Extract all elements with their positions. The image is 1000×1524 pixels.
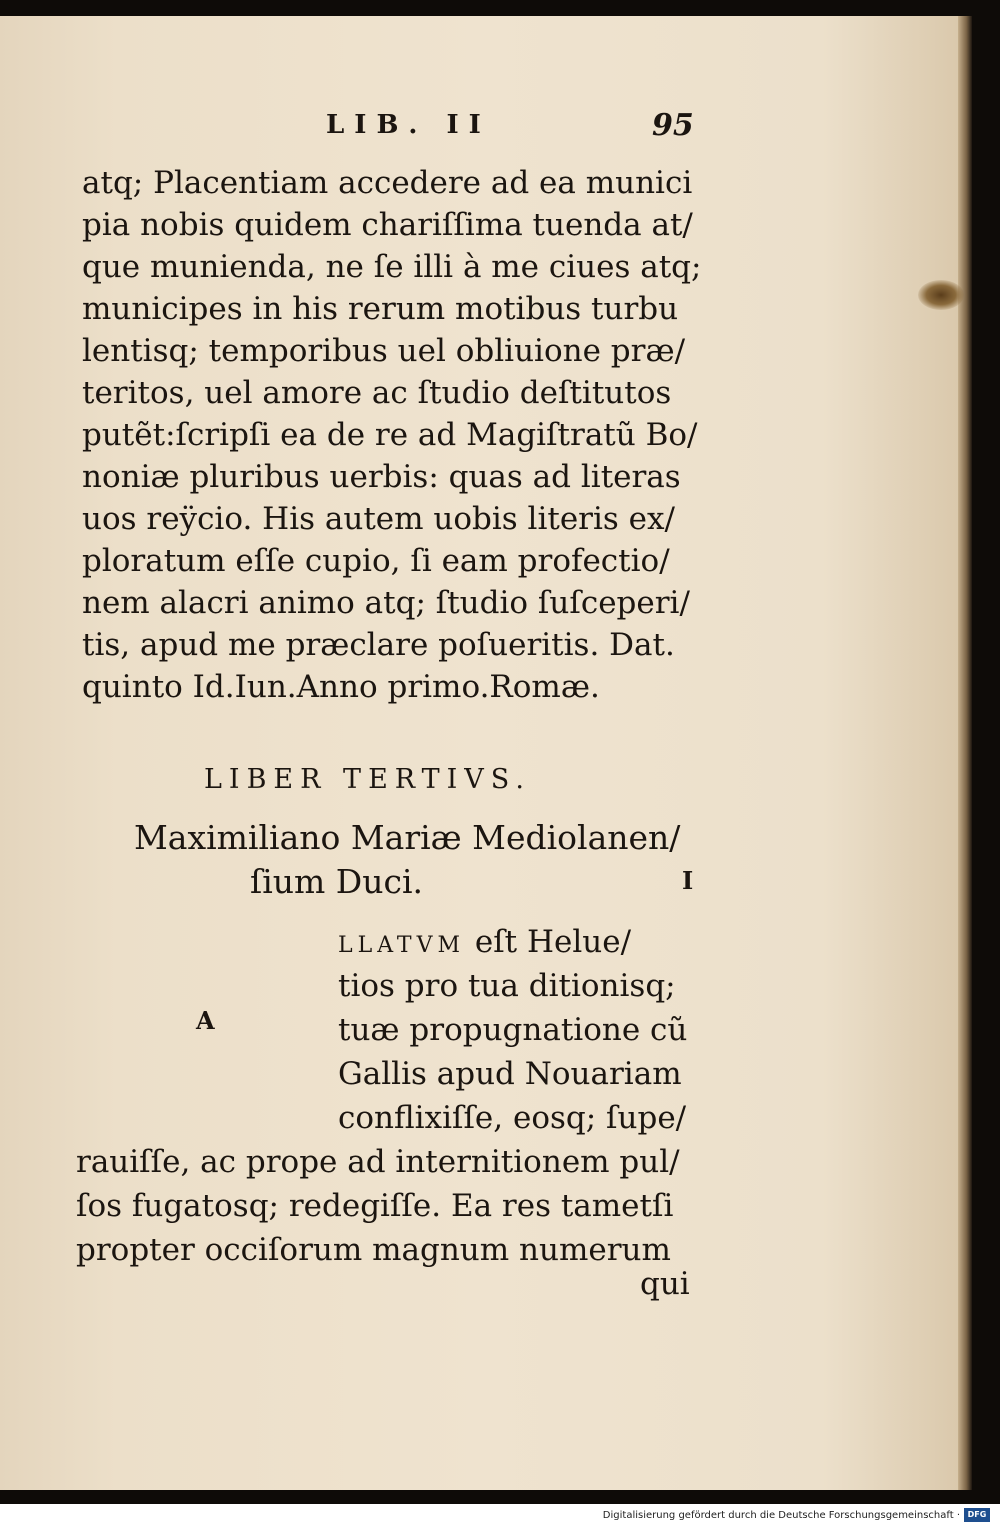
letter-closing-text: [82, 162, 702, 708]
text-line: propter occiſorum magnum numerum: [76, 1232, 671, 1268]
indented-opening: [338, 920, 702, 1140]
text-line: conflixiſſe, eosq; ſupe/: [338, 1100, 687, 1136]
digitization-credit: Digitalisierung gefördert durch die Deutsche Forschungsgemeinschaft ·: [602, 1510, 960, 1521]
text-line: lentisq; temporibus uel obliuione præ/: [82, 333, 686, 369]
text-line: tios pro tua ditionisq;: [338, 968, 676, 1004]
address-line-2: ſium Duci.: [250, 862, 424, 901]
text-line: [338, 920, 702, 964]
book-heading: LIBER TERTIVS.: [204, 764, 531, 795]
text-line: que munienda, ne ſe illi à me ciues atq;: [82, 249, 702, 285]
letter-number: I: [682, 866, 694, 895]
text-line: atq; Placentiam accedere ad ea munici: [82, 165, 693, 201]
paper-stain: [918, 280, 964, 310]
text-line: putẽt:ſcripſi ea de re ad Magiſtratũ Bo/: [82, 417, 698, 453]
page-edge-shadow: [958, 16, 972, 1490]
catchword: qui: [640, 1266, 690, 1302]
text-line: Gallis apud Nouariam: [338, 1056, 682, 1092]
text-line: noniæ pluribus uerbis: quas ad literas: [82, 459, 681, 495]
text-line: tuæ propugnatione cũ: [338, 1012, 688, 1048]
text-line: rauiſſe, ac prope ad internitionem pul/: [76, 1144, 680, 1180]
text-line: ploratum eſſe cupio, ſi eam profectio/: [82, 543, 670, 579]
text-line: ſos fugatosq; redegiſſe. Ea res tametſi: [76, 1188, 674, 1224]
address-line-1: Maximiliano Mariæ Mediolanen/: [134, 818, 681, 857]
text-line: tis, apud me præclare poſueritis. Dat.: [82, 627, 675, 663]
initial-guide-letter: A: [196, 1006, 215, 1035]
book-page: [0, 16, 968, 1490]
smallcaps-word: LLATVM: [338, 933, 465, 958]
letter-body-text: [76, 1140, 702, 1272]
text-line: nem alacri animo atq; ſtudio ſuſceperi/: [82, 585, 690, 621]
text-line: uos reÿcio. His autem uobis literis ex/: [82, 501, 675, 537]
letter-address: [134, 816, 702, 904]
running-head: [0, 110, 968, 150]
text-line: quinto Id.Iun.Anno primo.Romæ.: [82, 669, 600, 705]
line-rest: eſt Helue/: [465, 924, 632, 960]
dfg-logo-icon: DFG: [964, 1508, 990, 1522]
running-title: LIB. II: [326, 110, 491, 140]
text-line: pia nobis quidem chariſſima tuenda at/: [82, 207, 693, 243]
text-line: municipes in his rerum motibus turbu: [82, 291, 679, 327]
page-number: 95: [652, 108, 694, 143]
text-line: teritos, uel amore ac ſtudio deſtitutos: [82, 375, 672, 411]
